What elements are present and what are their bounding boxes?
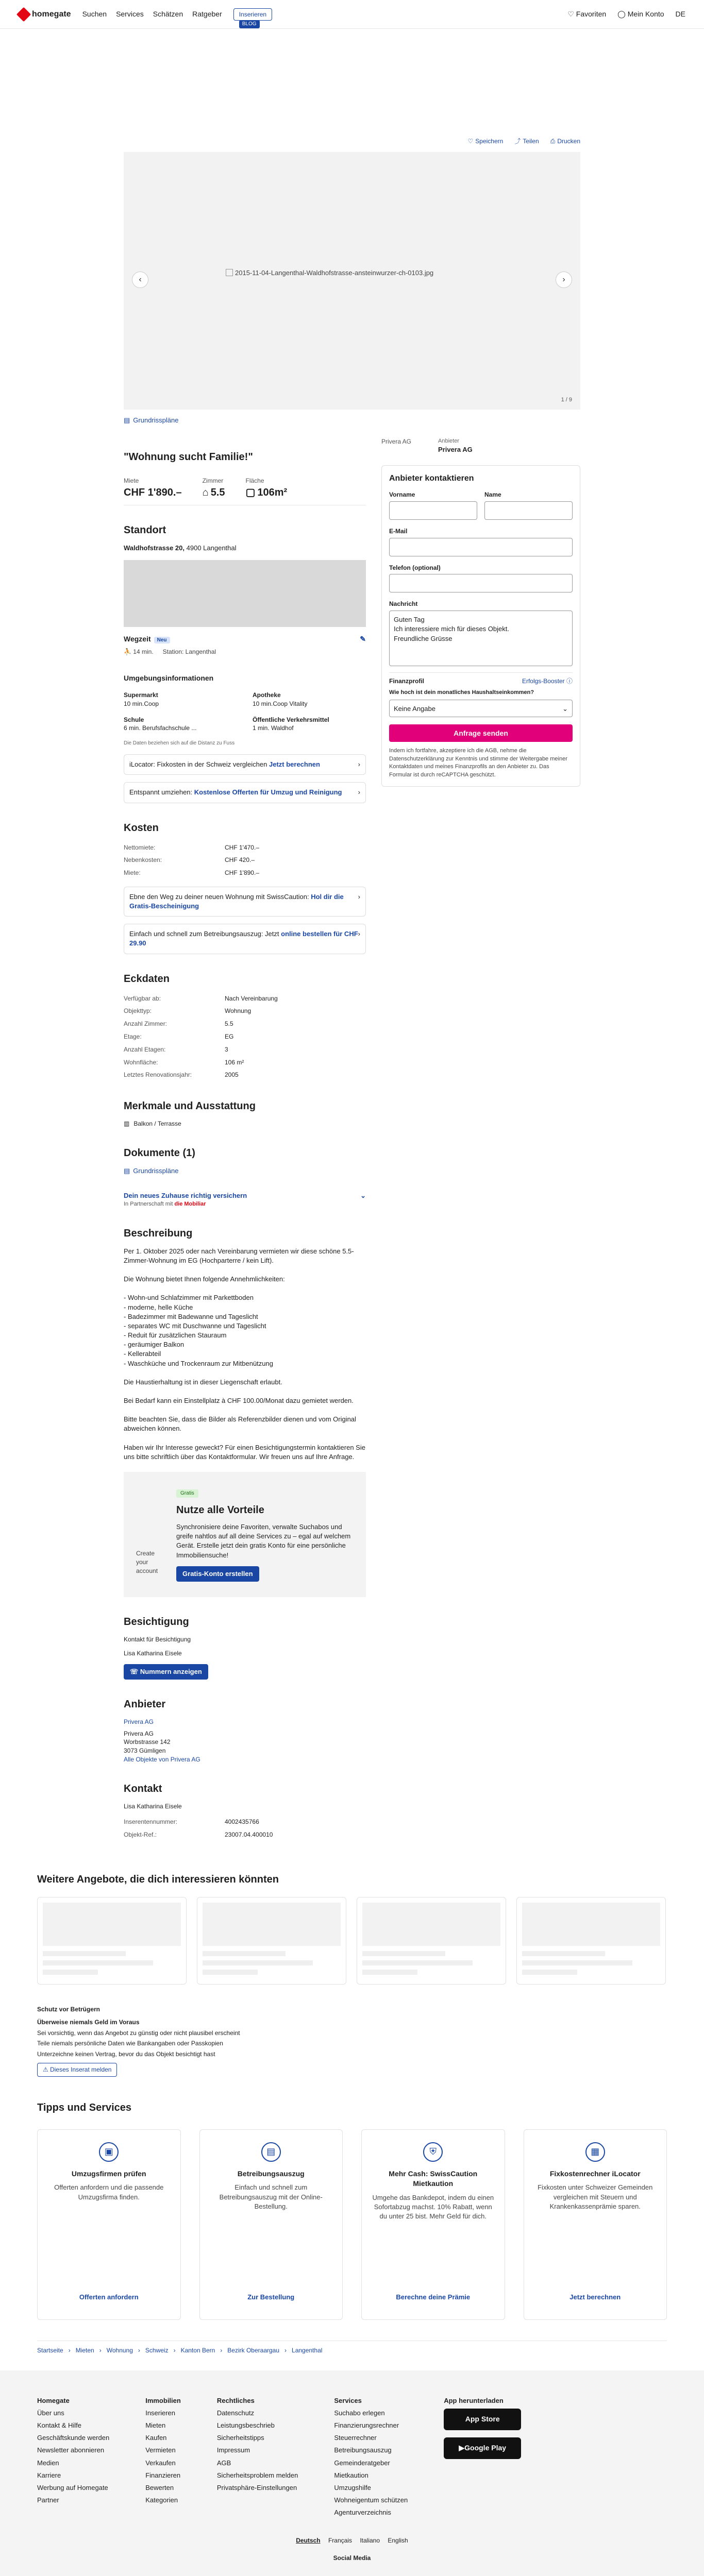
- language-select[interactable]: DE: [675, 10, 685, 19]
- last-name-input[interactable]: [484, 501, 573, 520]
- contact-form: Anbieter kontaktieren Vorname Name E-Mail Telefon (optional) Nachricht Guten Tag Ich interessiere mich für dieses Objekt. Freundliche Grüsse Finanzprofil Erfolgs-Booster ⓘ Wie hoch ist dein monatliches Haushaltseinkommen? Keine Angabe ⌄ Anfrage senden Indem ich fortfahre, akzeptiere ich die AGB, nehme die Datenschutzerklärung zur Kenntnis und stimme der Weitergabe meiner Kontaktdaten und meines Finanzprofils an den Anbieter zu. Das Formular ist durch reCAPTCHA geschützt.: [381, 465, 580, 787]
- homegate-logo[interactable]: homegate: [19, 9, 71, 20]
- description-heading: Beschreibung: [124, 1227, 193, 1239]
- prev-image-button[interactable]: [132, 272, 148, 288]
- chevron-down-icon: ⌄: [360, 1192, 366, 1200]
- create-account-button[interactable]: Gratis-Konto erstellen: [176, 1566, 259, 1582]
- amenities-grid: [124, 691, 366, 733]
- print-icon: ⎙: [550, 138, 556, 145]
- detail-row: Anzahl Zimmer: 5.5: [124, 1020, 233, 1028]
- edit-route-icon[interactable]: ✎: [360, 634, 366, 643]
- warning-icon: ⚠: [43, 2066, 51, 2074]
- document-icon: ▤: [261, 2142, 281, 2162]
- more-offers-heading: Weitere Angebote, die dich interessieren könnten: [37, 1874, 279, 1886]
- site-footer: Homegate Über uns Kontakt & Hilfe Geschäftskunde werden Newsletter abonnieren Medien Karriere Werbung auf Homegate Partner Immobilien Inserieren Mieten Kaufen Vermieten Verkaufen Finanzieren Bewerten Kategorien Rechtliches Datenschutz Leistungsbeschrieb Sicherheitstipps Impressum AGB Sicherheitsproblem melden Privatsphäre-Einstellungen Services Suchabo erlegen Finanzierungsrechner Steuerrechner Betreibungsauszug Gemeinderatgeber Mietkaution Umzugshilfe Wohneigentum schützen Agenturverzeichnis App herunterladen App Store ▶ Google Play Deutsch Français Italiano English Social Media: [0, 2370, 704, 2576]
- site-header: [0, 0, 704, 29]
- cost-row: Nebenkosten: CHF 420.–: [124, 856, 255, 864]
- walking-icon: ⛹ 14 min.: [124, 648, 154, 655]
- app-store-button[interactable]: App Store: [444, 2409, 521, 2430]
- finance-profile: Finanzprofil Erfolgs-Booster ⓘ Wie hoch ist dein monatliches Haushaltseinkommen? Keine Angabe ⌄: [389, 672, 573, 717]
- chevron-right-icon: ›: [562, 275, 565, 284]
- location-map[interactable]: [124, 560, 366, 627]
- provider-all-objects-link[interactable]: Alle Objekte von Privera AG: [124, 1755, 200, 1763]
- booster-link[interactable]: Erfolgs-Booster ⓘ: [522, 677, 573, 685]
- chevron-right-icon: ›: [358, 892, 360, 901]
- language-switcher: Deutsch Français Italiano English: [296, 2536, 408, 2544]
- chevron-right-icon: ›: [358, 930, 360, 938]
- email-input[interactable]: [389, 538, 573, 556]
- promo-moving[interactable]: Entspannt umziehen: Kostenlose Offerten für Umzug und Reinigung ›: [124, 782, 366, 803]
- send-request-button[interactable]: Anfrage senden: [389, 724, 573, 742]
- message-textarea[interactable]: Guten Tag Ich interessiere mich für dieses Objekt. Freundliche Grüsse: [389, 611, 573, 666]
- promo-debt-register[interactable]: Einfach und schnell zum Betreibungsauszug: Jetzt online bestellen für CHF 29.90 ›: [124, 924, 366, 954]
- recommendation-card[interactable]: [197, 1897, 346, 1985]
- feature-balcony: ▥ Balkon / Terrasse: [124, 1120, 181, 1128]
- image-counter: 1 / 9: [561, 397, 572, 403]
- tips-cards: [37, 2129, 667, 2320]
- viewing-heading: Besichtigung: [124, 1616, 189, 1628]
- info-icon: ⓘ: [566, 677, 573, 685]
- account-promo: Create your account Gratis Nutze alle Vorteile Synchronisiere deine Favoriten, verwalte Suchabos und greife nahtlos auf all deine Services zu – egal auf welchem Gerät. Erstelle jetzt dein gratis Konto für eine persönliche Immobiliensuche! Gratis-Konto erstellen: [124, 1472, 366, 1597]
- amenity-item: Öffentliche Verkehrsmittel 1 min. Waldhof: [253, 716, 329, 732]
- image-gallery[interactable]: [124, 152, 580, 410]
- logo-icon: [16, 7, 31, 22]
- amenities-heading: Umgebungsinformationen: [124, 674, 214, 683]
- amenity-item: Supermarkt 10 min.Coop: [124, 691, 159, 707]
- contact-row: Inserentennummer: 4002435766: [124, 1818, 259, 1826]
- mobiliar-logo: die Mobiliar: [174, 1201, 206, 1208]
- provider-logo: Privera AG: [124, 1718, 154, 1725]
- document-link[interactable]: ▤ Grundrisspläne: [124, 1166, 366, 1176]
- sidebar: [381, 434, 580, 1841]
- share-icon: ⤴: [514, 138, 521, 145]
- free-badge: Gratis: [176, 1489, 198, 1498]
- nav-suchen[interactable]: Suchen: [82, 10, 107, 19]
- account-promo-image: Create your account: [136, 1549, 158, 1574]
- footer-col-services: Services Suchabo erlegen Finanzierungsrechner Steuerrechner Betreibungsauszug Gemeinderatgeber Mietkaution Umzugshilfe Wohneigentum schützen Agenturverzeichnis: [334, 2396, 408, 2517]
- google-play-button[interactable]: ▶ Google Play: [444, 2437, 521, 2459]
- map-icon: ▦: [585, 2142, 605, 2162]
- gallery-image: 2015-11-04-Langenthal-Waldhofstrasse-ansteinwurzer-ch-0103.jpg: [226, 268, 433, 278]
- print-button[interactable]: ⎙ Drucken: [550, 138, 580, 145]
- amenity-item: Schule 6 min. Berufsfachschule ...: [124, 716, 197, 732]
- phone-icon: ☏: [130, 1667, 140, 1675]
- listing-title: "Wohnung sucht Familie!": [124, 451, 253, 463]
- recommendation-card[interactable]: [37, 1897, 187, 1985]
- provider-block: Privera AG Privera AG Worbstrasse 142 3073 Gümligen Alle Objekte von Privera AG: [124, 1718, 366, 1764]
- insurance-accordion[interactable]: Dein neues Zuhause richtig versichern In Partnerschaft mit die Mobiliar ⌄: [124, 1191, 366, 1209]
- nav-schaetzen[interactable]: Schätzen: [153, 10, 183, 19]
- provider-heading: Anbieter: [124, 1698, 166, 1710]
- recommendations: [37, 1897, 667, 1985]
- detail-row: Anzahl Etagen: 3: [124, 1045, 228, 1053]
- provider-logo: Privera AG: [381, 437, 412, 445]
- amenities-note: Die Daten beziehen sich auf die Distanz zu Fuss: [124, 740, 235, 747]
- recommendation-card[interactable]: [357, 1897, 506, 1985]
- cost-row: Miete: CHF 1'890.–: [124, 869, 259, 877]
- chevron-down-icon: ⌄: [562, 705, 568, 713]
- report-listing-button[interactable]: ⚠ Dieses Inserat melden: [37, 2063, 117, 2077]
- box-icon: ▣: [99, 2142, 119, 2162]
- save-button[interactable]: ♡ Speichern: [467, 138, 504, 145]
- rooms-icon: ⌂: [202, 486, 209, 498]
- key-facts: Miete CHF 1'890.– Zimmer ⌂ 5.5 Fläche ▢ 106m²: [124, 474, 366, 505]
- first-name-input[interactable]: [389, 501, 477, 520]
- document-icon: ▤: [124, 1167, 130, 1175]
- detail-row: Objekttyp: Wohnung: [124, 1007, 252, 1015]
- area-icon: ▢: [245, 486, 256, 498]
- description-text: Per 1. Oktober 2025 oder nach Vereinbarung vermieten wir diese schöne 5.5-Zimmer-Wohnung im EG (Hochparterre / kein Lift). Die Wohnung bietet Ihnen folgende Annehmlichkeiten: - Wohn-und Schlafzimmer mit Parkettboden - moderne, helle Küche - Badezimmer mit Badewanne und Tageslicht - separates WC mit Duschwanne und Tageslicht - Reduit für zusätzlichen Stauraum - geräumiger Balkon - Kellerabteil - Waschküche und Trockenraum zur Mitbenützung Die Haustierhaltung ist in dieser Liegenschaft erlaubt. Bei Bedarf kann ein Einstellplatz à CHF 100.00/Monat dazu gemietet werden. Bitte beachten Sie, dass die Bilder als Referenzbilder dienen und vom Original abweichen können. Haben wir Ihr Interesse geweckt? Für einen Besichtigungstermin kontaktieren Sie uns bitte schriftlich über das Kontaktformular. Wir freuen uns auf Ihre Anfrage.: [124, 1247, 365, 1461]
- detail-row: Wohnfläche: 106 m²: [124, 1058, 244, 1066]
- amenity-item: Apotheke 10 min.Coop Vitality: [253, 691, 308, 707]
- recommendation-card[interactable]: [516, 1897, 666, 1985]
- rent-price: CHF 1'890.–: [124, 486, 182, 498]
- favorites-link[interactable]: ♡ Favoriten: [567, 10, 607, 19]
- main-column: "Wohnung sucht Familie!" Miete CHF 1'890.– Zimmer ⌂ 5.5 Fläche ▢ 106m² Standort Waldhofstrasse 20, 4900 Langenthal Wegzeit Neu ✎ ⛹ 14 min. Station: Langenthal Umgebungsinformationen Supermarkt 10 min.Coop Apotheke 10 min.Coop Vitality Schule 6 min. Berufsfachschule ... Öffentliche Verkehrsmittel 1 min. Waldhof Die Daten beziehen sich auf die Distanz zu Fuss iLocator: Fixkosten in der Schweiz vergleichen Jetzt berechnen › Entspannt umziehen: Kostenlose Offerten für Umzug und Reinigung › Kosten Nettomiete: CHF 1'470.– Nebenkosten: CHF 420.– Miete: CHF 1'890.– Ebne den Weg zu deiner neuen Wohnung mit SwissCaution: Hol dir die Gratis-Bescheinigung › Einfach und schnell zum Betreibungsauszug: Jetzt online bestellen für CHF 29.90 › Eckdaten Verfügbar ab: Nach Vereinbarung Objekttyp: Wohnung Anzahl Zimmer: 5.5 Etage: EG Anzahl Etagen: 3 Wohnfläche: 106 m² Letztes Renovationsjahr: 2005 Merkmale und Ausstattung ▥ Balkon / Terrasse Dokumente (1) ▤ Grundrisspläne Dein neues Zuhause richtig versichern In Partnerschaft mit die Mobiliar ⌄ Beschreibung Per 1. Oktober 2025 oder nach Vereinbarung vermieten wir diese schöne 5.5-Zimmer-Wohnung im EG (Hochparterre / kein Lift). Die Wohnung bietet Ihnen folgende Annehmlichkeiten: - Wohn-und Schlafzimmer mit Parkettboden - moderne, helle Küche - Badezimmer mit Badewanne und Tageslicht - separates WC mit Duschwanne und Tageslicht - Reduit für zusätzlichen Stauraum - geräumiger Balkon - Kellerabteil - Waschküche und Trockenraum zur Mitbenützung Die Haustierhaltung ist in dieser Liegenschaft erlaubt. Bei Bedarf kann ein Einstellplatz à CHF 100.00/Monat dazu gemietet werden. Bitte beachten Sie, dass die Bilder als Referenzbilder dienen und vom Original abweichen können. Haben wir Ihr Interesse geweckt? Für einen Besichtigungstermin kontaktieren Sie uns bitte schriftlich über das Kontaktformular. Wir freuen uns auf Ihre Anfrage. Create your account Gratis Nutze alle Vorteile Synchronisiere deine Favoriten, verwalte Suchabos und greife nahtlos auf all deine Services zu – egal auf welchem Gerät. Erstelle jetzt dein gratis Konto für eine persönliche Immobiliensuche! Gratis-Konto erstellen Besichtigung Kontakt für Besichtigung Lisa Katharina Eisele ☏ Nummern anzeigen Anbieter Privera AG Privera AG Worbstrasse 142 3073 Gümligen Alle Objekte von Privera AG Kontakt Lisa Katharina Eisele Inserentennummer: 4002435766 Objekt-Ref.: 23007.04.400010: [124, 434, 366, 1841]
- nav-ratgeber[interactable]: Ratgeber: [192, 10, 222, 19]
- main-nav: [82, 9, 222, 20]
- address: Waldhofstrasse 20, 4900 Langenthal: [124, 544, 237, 552]
- chevron-left-icon: ‹: [139, 275, 142, 284]
- sidebar-provider: Privera AG Anbieter Privera AG: [381, 437, 473, 454]
- nav-services[interactable]: Services: [116, 10, 144, 19]
- tip-card-debt[interactable]: ▤ Betreibungsauszug Einfach und schnell zum Betreibungsauszug mit der Online-Bestellung. Zur Bestellung: [199, 2129, 343, 2320]
- detail-row: Verfügbar ab: Nach Vereinbarung: [124, 994, 278, 1002]
- document-icon: ▤: [124, 416, 130, 424]
- footer-col-legal: Rechtliches Datenschutz Leistungsbeschrieb Sicherheitstipps Impressum AGB Sicherheitsproblem melden Privatsphäre-Einstellungen: [216, 2396, 298, 2492]
- tip-card-deposit[interactable]: ⛨ Mehr Cash: SwissCaution Mietkaution Umgehe das Bankdepot, indem du einen Sofortabzug machst. 10% Rabatt, wenn du unter 25 bist. Mehr Geld für dich. Berechne deine Prämie: [361, 2129, 505, 2320]
- promo-swisscaution[interactable]: Ebne den Weg zu deiner neuen Wohnung mit SwissCaution: Hol dir die Gratis-Bescheinigung ›: [124, 887, 366, 917]
- detail-row: Etage: EG: [124, 1033, 234, 1041]
- account-link[interactable]: ◯ Mein Konto: [617, 10, 664, 19]
- share-button[interactable]: ⤴ Teilen: [514, 138, 539, 145]
- features-heading: Merkmale und Ausstattung: [124, 1100, 256, 1112]
- footer-col-homegate: Homegate Über uns Kontakt & Hilfe Geschäftskunde werden Newsletter abonnieren Medien Karriere Werbung auf Homegate Partner: [37, 2396, 110, 2504]
- heart-icon: ♡: [467, 138, 474, 145]
- floorplan-link[interactable]: ▤ Grundrisspläne: [124, 416, 580, 425]
- costs-heading: Kosten: [124, 822, 159, 834]
- insert-button[interactable]: Inserieren BLOG: [233, 8, 272, 21]
- insert-badge: BLOG: [239, 20, 260, 28]
- balcony-icon: ▥: [124, 1120, 130, 1128]
- phone-input[interactable]: [389, 574, 573, 592]
- tips-heading: Tipps und Services: [37, 2102, 132, 2113]
- breadcrumb: Startseite › Mieten › Wohnung › Schweiz › Kanton Bern › Bezirk Oberaargau › Langenthal: [37, 2341, 667, 2360]
- legal-text: Indem ich fortfahre, akzeptiere ich die AGB, nehme die Datenschutzerklärung zur Kenntnis und stimme der Weitergabe meiner Kontaktdaten und meines Finanzprofils an den Anbieter zu. Das Formular ist durch reCAPTCHA geschützt.: [389, 748, 567, 778]
- scam-warning: Schutz vor Betrügern Überweise niemals Geld im Voraus Sei vorsichtig, wenn das Angebot zu günstig oder nicht plausibel erscheint Teile niemals persönliche Daten wie Bankangaben oder Passkopien Unterzeichne keinen Vertrag, bevor du das Objekt besichtigt hast ⚠ Dieses Inserat melden: [37, 2005, 667, 2077]
- show-numbers-button[interactable]: ☏ Nummern anzeigen: [124, 1664, 208, 1680]
- next-image-button[interactable]: [556, 272, 572, 288]
- tip-card-moving[interactable]: ▣ Umzugsfirmen prüfen Offerten anfordern und die passende Umzugsfirma finden. Offerten anfordern: [37, 2129, 181, 2320]
- income-select[interactable]: Keine Angabe ⌄: [389, 700, 573, 717]
- contact-row: Objekt-Ref.: 23007.04.400010: [124, 1831, 273, 1839]
- footer-col-immobilien: Immobilien Inserieren Mieten Kaufen Vermieten Verkaufen Finanzieren Bewerten Kategorien: [145, 2396, 181, 2504]
- details-heading: Eckdaten: [124, 973, 170, 985]
- documents-heading: Dokumente (1): [124, 1147, 195, 1159]
- chevron-right-icon: ›: [358, 760, 360, 769]
- tip-card-ilocator[interactable]: ▦ Fixkostenrechner iLocator Fixkosten unter Schweizer Gemeinden vergleichen mit Steuern und Krankenkassenprämie sparen. Jetzt berechnen: [524, 2129, 667, 2320]
- contact-heading: Kontakt: [124, 1783, 162, 1794]
- footer-apps: App herunterladen App Store ▶ Google Play: [444, 2396, 521, 2521]
- shield-icon: ⛨: [423, 2142, 443, 2162]
- detail-row: Letztes Renovationsjahr: 2005: [124, 1071, 239, 1079]
- promo-ilocator[interactable]: iLocator: Fixkosten in der Schweiz vergleichen Jetzt berechnen ›: [124, 754, 366, 775]
- gallery-actions: [124, 29, 580, 152]
- route-time: Wegzeit Neu ✎: [124, 634, 366, 645]
- location-heading: Standort: [124, 524, 166, 536]
- cost-row: Nettomiete: CHF 1'470.–: [124, 843, 259, 851]
- chevron-right-icon: ›: [358, 788, 360, 796]
- play-icon: ▶: [459, 2444, 465, 2452]
